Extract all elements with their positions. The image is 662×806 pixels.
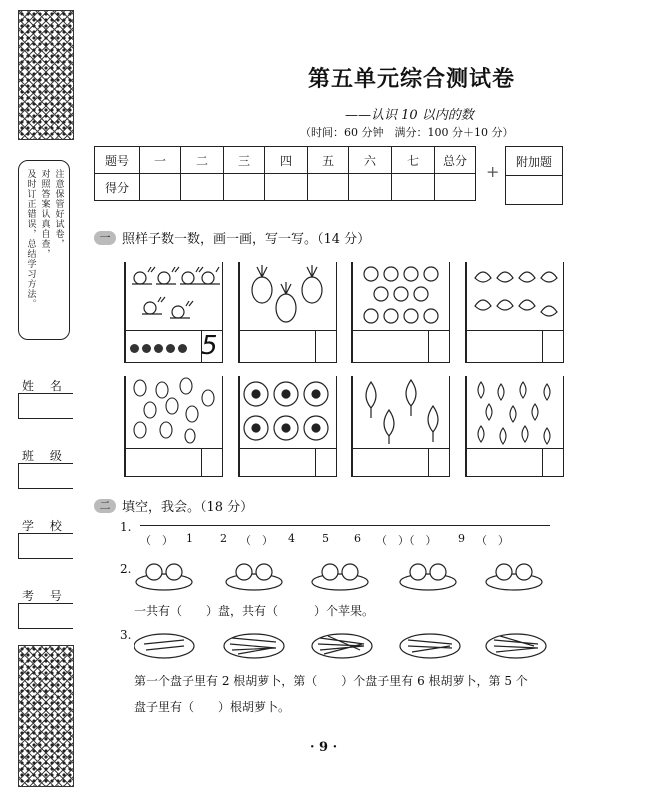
section-1-heading	[94, 228, 370, 247]
count-box-balloons[interactable]	[124, 376, 223, 477]
score-header-cell: 七	[392, 147, 435, 174]
pineapple-icons	[240, 262, 336, 328]
dot	[178, 344, 187, 353]
pear-icons	[467, 376, 563, 446]
page-title: 第五单元综合测试卷	[308, 66, 516, 92]
score-header-cell: 五	[308, 147, 349, 174]
number-line-value: 1	[186, 532, 193, 545]
dot	[166, 344, 175, 353]
score-header-cell: 六	[349, 147, 392, 174]
count-box-peaches[interactable]	[465, 262, 564, 363]
score-cell[interactable]	[140, 174, 181, 201]
section-2-text: 填空，我会。（18 分）	[122, 500, 254, 515]
example-answer: 5	[201, 331, 218, 361]
number-line-value: 5	[322, 532, 329, 545]
number-line-blank[interactable]: （ ）	[240, 534, 273, 547]
plus-sign: +	[486, 162, 500, 181]
bonus-header: 附加题	[506, 147, 563, 176]
apple-icons	[353, 262, 449, 328]
notice-line: 注意保管好试卷，	[53, 169, 64, 249]
question-1-number: 1.	[120, 520, 132, 534]
name-field[interactable]	[18, 393, 73, 419]
number-line-blank[interactable]: （ ）	[140, 534, 173, 547]
page-number: · 9 ·	[310, 740, 338, 755]
section-2-heading	[94, 496, 253, 515]
section-1-number: 一	[94, 231, 116, 245]
school-label: 学 校	[22, 519, 68, 533]
class-field[interactable]	[18, 463, 73, 489]
score-header-cell: 一	[140, 147, 181, 174]
score-cell[interactable]	[392, 174, 435, 201]
notice-line: 及时订正错误，总结学习方法。	[25, 169, 36, 309]
question-3-number: 3.	[120, 628, 132, 642]
snail-icons	[126, 262, 222, 328]
score-header-cell: 总分	[435, 147, 476, 174]
carrot-plates	[134, 624, 564, 664]
class-label: 班 级	[22, 449, 68, 463]
question-3-text-line-1: 第一个盘子里有 2 根胡萝卜，第（ ）个盘子里有 6 根胡萝卜，第 5 个	[134, 674, 528, 688]
question-2-text: 一共有（ ）盘，共有（ ）个苹果。	[134, 604, 375, 618]
number-line-value: 9	[458, 532, 465, 545]
section-2-number: 二	[94, 499, 116, 513]
notice-box	[18, 160, 70, 340]
page-subtitle: ——认识 10 以内的数	[345, 108, 474, 123]
number-line-blank[interactable]: （ ）	[476, 534, 509, 547]
time-info: （时间：60 分钟 满分：100 分＋10 分）	[300, 126, 514, 139]
decorative-pattern-bottom	[18, 645, 74, 787]
count-box-trees[interactable]	[351, 376, 450, 477]
score-cell[interactable]	[435, 174, 476, 201]
number-line-value: 4	[288, 532, 295, 545]
soccer-ball-icons	[240, 376, 336, 446]
school-field[interactable]	[18, 533, 73, 559]
count-box-soccer-balls[interactable]	[238, 376, 337, 477]
score-cell[interactable]	[308, 174, 349, 201]
score-cell[interactable]	[265, 174, 308, 201]
number-line-value: 2	[220, 532, 227, 545]
bonus-score-cell[interactable]	[506, 176, 563, 205]
notice-line: 对照答案认真自查，	[39, 169, 50, 259]
score-header-cell: 题号	[95, 147, 140, 174]
question-3-text-line-2: 盘子里有（ ）根胡萝卜。	[134, 700, 291, 714]
count-box-apples[interactable]	[351, 262, 450, 363]
dot	[154, 344, 163, 353]
dot	[130, 344, 139, 353]
count-box-pears[interactable]	[465, 376, 564, 477]
score-row-label: 得分	[95, 174, 140, 201]
count-box-pineapples[interactable]	[238, 262, 337, 363]
exam-number-field[interactable]	[18, 603, 73, 629]
bonus-table	[505, 146, 563, 205]
score-header-cell: 三	[224, 147, 265, 174]
name-label: 姓 名	[22, 379, 68, 393]
balloon-icons	[126, 376, 222, 446]
example-dots	[130, 344, 187, 353]
number-line-value: 6	[354, 532, 361, 545]
dot	[142, 344, 151, 353]
score-header-cell: 二	[181, 147, 224, 174]
section-1-text: 照样子数一数，画一画，写一写。（14 分）	[122, 232, 371, 247]
score-cell[interactable]	[349, 174, 392, 201]
score-table	[94, 146, 476, 201]
number-line-blank[interactable]: （ ）（ ）	[376, 534, 437, 547]
decorative-pattern-top	[18, 10, 74, 140]
score-cell[interactable]	[181, 174, 224, 201]
score-cell[interactable]	[224, 174, 265, 201]
question-2-number: 2.	[120, 562, 132, 576]
apple-plates	[134, 556, 564, 592]
tree-icons	[353, 376, 449, 446]
score-header-cell: 四	[265, 147, 308, 174]
peach-icons	[467, 262, 563, 328]
exam-number-label: 考 号	[22, 589, 68, 603]
